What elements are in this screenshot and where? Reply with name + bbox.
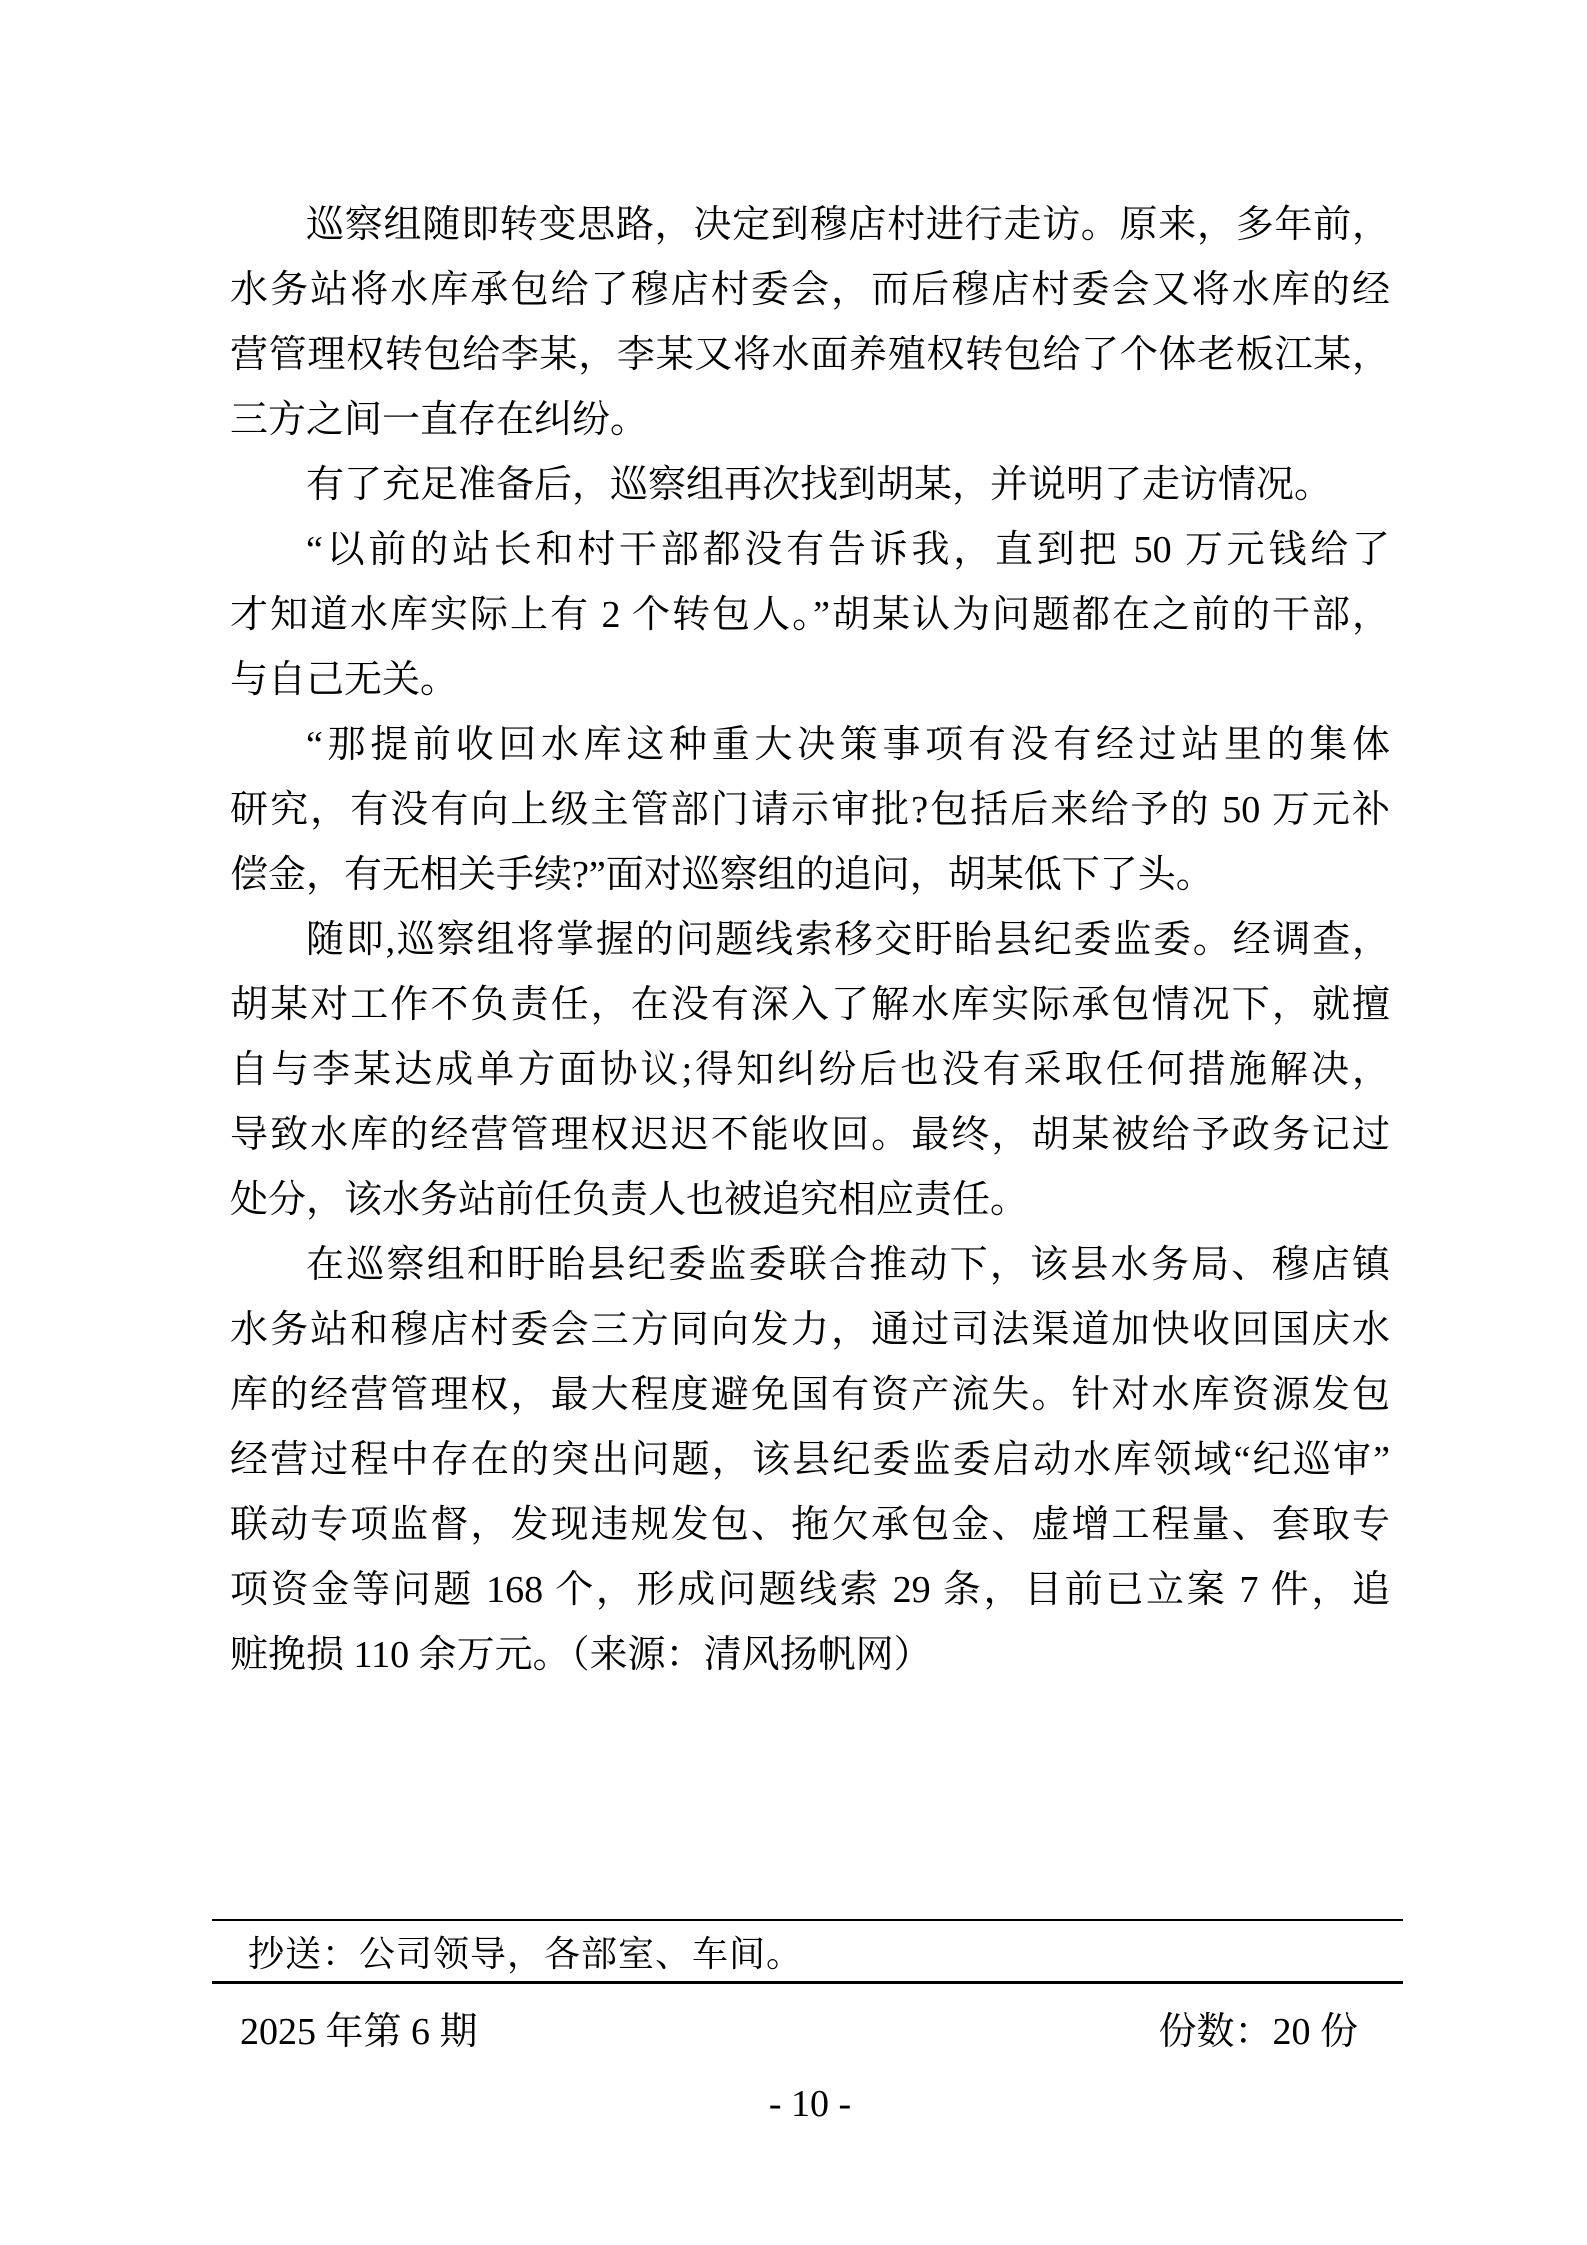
text-line: 处分，该水务站前任负责人也被追究相应责任。 (230, 1179, 1029, 1221)
text-line: “那提前收回水库这种重大决策事项有没有经过站里的集体 (306, 724, 1390, 766)
paragraph-4 (230, 713, 1390, 908)
paragraph-2 (230, 453, 1390, 518)
issue-label: 2025 年第 6 期 (240, 2011, 478, 2053)
text-line: 有了充足准备后，巡察组再次找到胡某，并说明了走访情况。 (306, 464, 1333, 506)
text-line: 自与李某达成单方面协议;得知纠纷后也没有采取任何措施解决， (230, 1049, 1390, 1091)
text-line: 库的经营管理权，最大程度避免国有资产流失。针对水库资源发包 (230, 1374, 1390, 1416)
document-body (230, 193, 1390, 1688)
cc-section (212, 1919, 1403, 1984)
text-line: 三方之间一直存在纠纷。 (230, 399, 649, 441)
text-line: 水务站将水库承包给了穆店村委会，而后穆店村委会又将水库的经 (230, 269, 1390, 311)
text-line: 赃挽损 110 余万元。（来源：清风扬帆网） (230, 1634, 932, 1676)
paragraph-6 (230, 1233, 1390, 1688)
paragraph-1 (230, 193, 1390, 453)
text-line: 项资金等问题 168 个，形成问题线索 29 条，目前已立案 7 件，追 (230, 1569, 1390, 1611)
text-line: 随即,巡察组将掌握的问题线索移交盱眙县纪委监委。经调查， (306, 919, 1390, 961)
text-line: 水务站和穆店村委会三方同向发力，通过司法渠道加快收回国庆水 (230, 1309, 1390, 1351)
cc-line: 抄送：公司领导，各部室、车间。 (248, 1933, 804, 1974)
text-line: “以前的站长和村干部都没有告诉我，直到把 50 万元钱给了 (306, 529, 1390, 571)
text-line: 胡某对工作不负责任，在没有深入了解水库实际承包情况下，就擅 (230, 984, 1390, 1026)
text-line: 联动专项监督，发现违规发包、拖欠承包金、虚增工程量、套取专 (230, 1504, 1390, 1546)
issue-row (212, 1992, 1403, 2055)
text-line: 巡察组随即转变思路，决定到穆店村进行走访。原来，多年前， (306, 204, 1390, 246)
paragraph-5 (230, 908, 1390, 1233)
text-line: 偿金，有无相关手续?”面对巡察组的追问，胡某低下了头。 (230, 854, 1214, 896)
text-line: 导致水库的经营管理权迟迟不能收回。最终，胡某被给予政务记过 (230, 1114, 1390, 1156)
paragraph-3 (230, 518, 1390, 713)
text-line: 研究，有没有向上级主管部门请示审批?包括后来给予的 50 万元补 (230, 789, 1390, 831)
text-line: 与自己无关。 (230, 659, 459, 701)
text-line: 才知道水库实际上有 2 个转包人。”胡某认为问题都在之前的干部， (230, 594, 1390, 636)
text-line: 营管理权转包给李某，李某又将水面养殖权转包给了个体老板江某， (230, 334, 1390, 376)
text-line: 在巡察组和盱眙县纪委监委联合推动下，该县水务局、穆店镇 (306, 1244, 1390, 1286)
copies-label: 份数：20 份 (1158, 2011, 1358, 2053)
text-line: 经营过程中存在的突出问题，该县纪委监委启动水库领域“纪巡审” (230, 1439, 1390, 1481)
page-number: - 10 - (768, 2083, 852, 2125)
